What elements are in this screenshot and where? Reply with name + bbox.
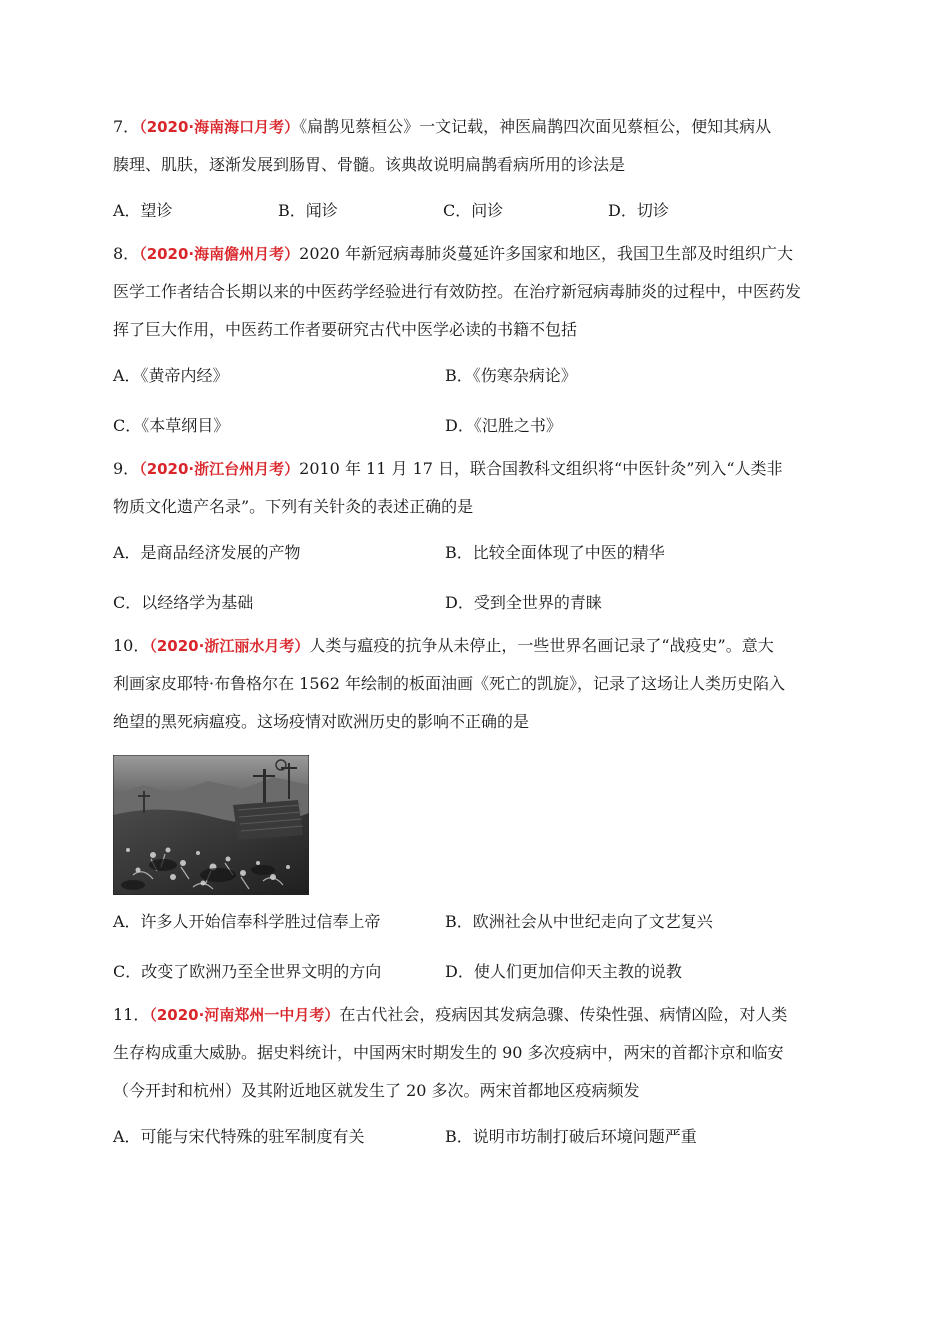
option-b[interactable]: B．说明市坊制打破后环境问题严重	[445, 1127, 697, 1146]
question-source: （2020·河南郑州一中月考）	[149, 1006, 340, 1024]
question-number: 11．	[113, 1005, 150, 1024]
option-row	[113, 911, 838, 933]
question-text-line: 生存构成重大威胁。据史料统计，中国两宋时期发生的 90 多次疫病中，两宋的首都汴京和临安	[113, 1043, 784, 1062]
question-number: 10．	[113, 636, 150, 655]
question-stem	[113, 627, 838, 741]
option-row	[113, 961, 838, 983]
option-d[interactable]: D．切诊	[608, 201, 669, 220]
question-11	[113, 996, 838, 1148]
option-b[interactable]: B．《伤寒杂病论》	[445, 366, 577, 385]
option-c[interactable]: C．问诊	[443, 201, 504, 220]
option-b[interactable]: B．闻诊	[278, 201, 338, 220]
question-text-line: 2010 年 11 月 17 日，联合国教科文组织将“中医针灸”列入“人类非	[299, 459, 783, 478]
question-stem	[113, 996, 838, 1110]
option-row	[113, 200, 838, 222]
question-stem	[113, 108, 838, 184]
question-source: （2020·海南海口月考）	[139, 118, 300, 136]
question-text-line: 挥了巨大作用，中医药工作者要研究古代中医学必读的书籍不包括	[113, 320, 578, 339]
question-page	[113, 108, 838, 1148]
question-source: （2020·浙江台州月考）	[139, 460, 300, 478]
question-source: （2020·浙江丽水月考）	[149, 637, 310, 655]
question-stem	[113, 450, 838, 526]
option-c[interactable]: C．以经络学为基础	[113, 593, 254, 612]
triumph-of-death-painting	[113, 755, 309, 895]
question-text-line: （今开封和杭州）及其附近地区就发生了 20 多次。两宋首都地区疫病频发	[113, 1081, 640, 1100]
question-text-line: 《扁鹊见蔡桓公》一文记载，神医扁鹊四次面见蔡桓公，便知其病从	[299, 117, 772, 136]
question-stem	[113, 235, 838, 349]
question-text-line: 利画家皮耶特·布鲁格尔在 1562 年绘制的板面油画《死亡的凯旋》，记录了这场让人类历史陷入	[113, 674, 785, 693]
question-text-line: 2020 年新冠病毒肺炎蔓延许多国家和地区，我国卫生部及时组织广大	[299, 244, 793, 263]
question-text-line: 医学工作者结合长期以来的中医药学经验进行有效防控。在治疗新冠病毒肺炎的过程中，中医药发	[113, 282, 802, 301]
question-9	[113, 450, 838, 614]
option-d[interactable]: D．受到全世界的青睐	[445, 593, 602, 612]
option-a[interactable]: A．望诊	[113, 201, 173, 220]
option-b[interactable]: B．欧洲社会从中世纪走向了文艺复兴	[445, 912, 713, 931]
option-row	[113, 365, 838, 387]
question-text-line: 在古代社会，疫病因其发病急骤、传染性强、病情凶险，对人类	[339, 1005, 788, 1024]
question-text-line: 腠理、肌肤，逐渐发展到肠胃、骨髓。该典故说明扁鹊看病所用的诊法是	[113, 155, 626, 174]
option-d[interactable]: D．《氾胜之书》	[445, 416, 562, 435]
option-a[interactable]: A．可能与宋代特殊的驻军制度有关	[113, 1127, 365, 1146]
question-number: 9．	[113, 459, 140, 478]
option-a[interactable]: A．《黄帝内经》	[113, 366, 229, 385]
option-d[interactable]: D．使人们更加信仰天主教的说教	[445, 962, 682, 981]
option-c[interactable]: C．改变了欧洲乃至全世界文明的方向	[113, 962, 382, 981]
option-a[interactable]: A．是商品经济发展的产物	[113, 543, 301, 562]
option-row	[113, 542, 838, 564]
option-row	[113, 592, 838, 614]
question-number: 7．	[113, 117, 140, 136]
question-text-line: 人类与瘟疫的抗争从未停止，一些世界名画记录了“战疫史”。意大	[309, 636, 774, 655]
option-a[interactable]: A．许多人开始信奉科学胜过信奉上帝	[113, 912, 381, 931]
option-row	[113, 1126, 838, 1148]
question-7	[113, 108, 838, 222]
question-8	[113, 235, 838, 437]
question-text-line: 绝望的黑死病瘟疫。这场疫情对欧洲历史的影响不正确的是	[113, 712, 530, 731]
option-c[interactable]: C．《本草纲目》	[113, 416, 230, 435]
option-row	[113, 415, 838, 437]
question-source: （2020·海南儋州月考）	[139, 245, 300, 263]
question-number: 8．	[113, 244, 140, 263]
option-b[interactable]: B．比较全面体现了中医的精华	[445, 543, 665, 562]
question-text-line: 物质文化遗产名录”。下列有关针灸的表述正确的是	[113, 497, 474, 516]
question-10	[113, 627, 838, 983]
